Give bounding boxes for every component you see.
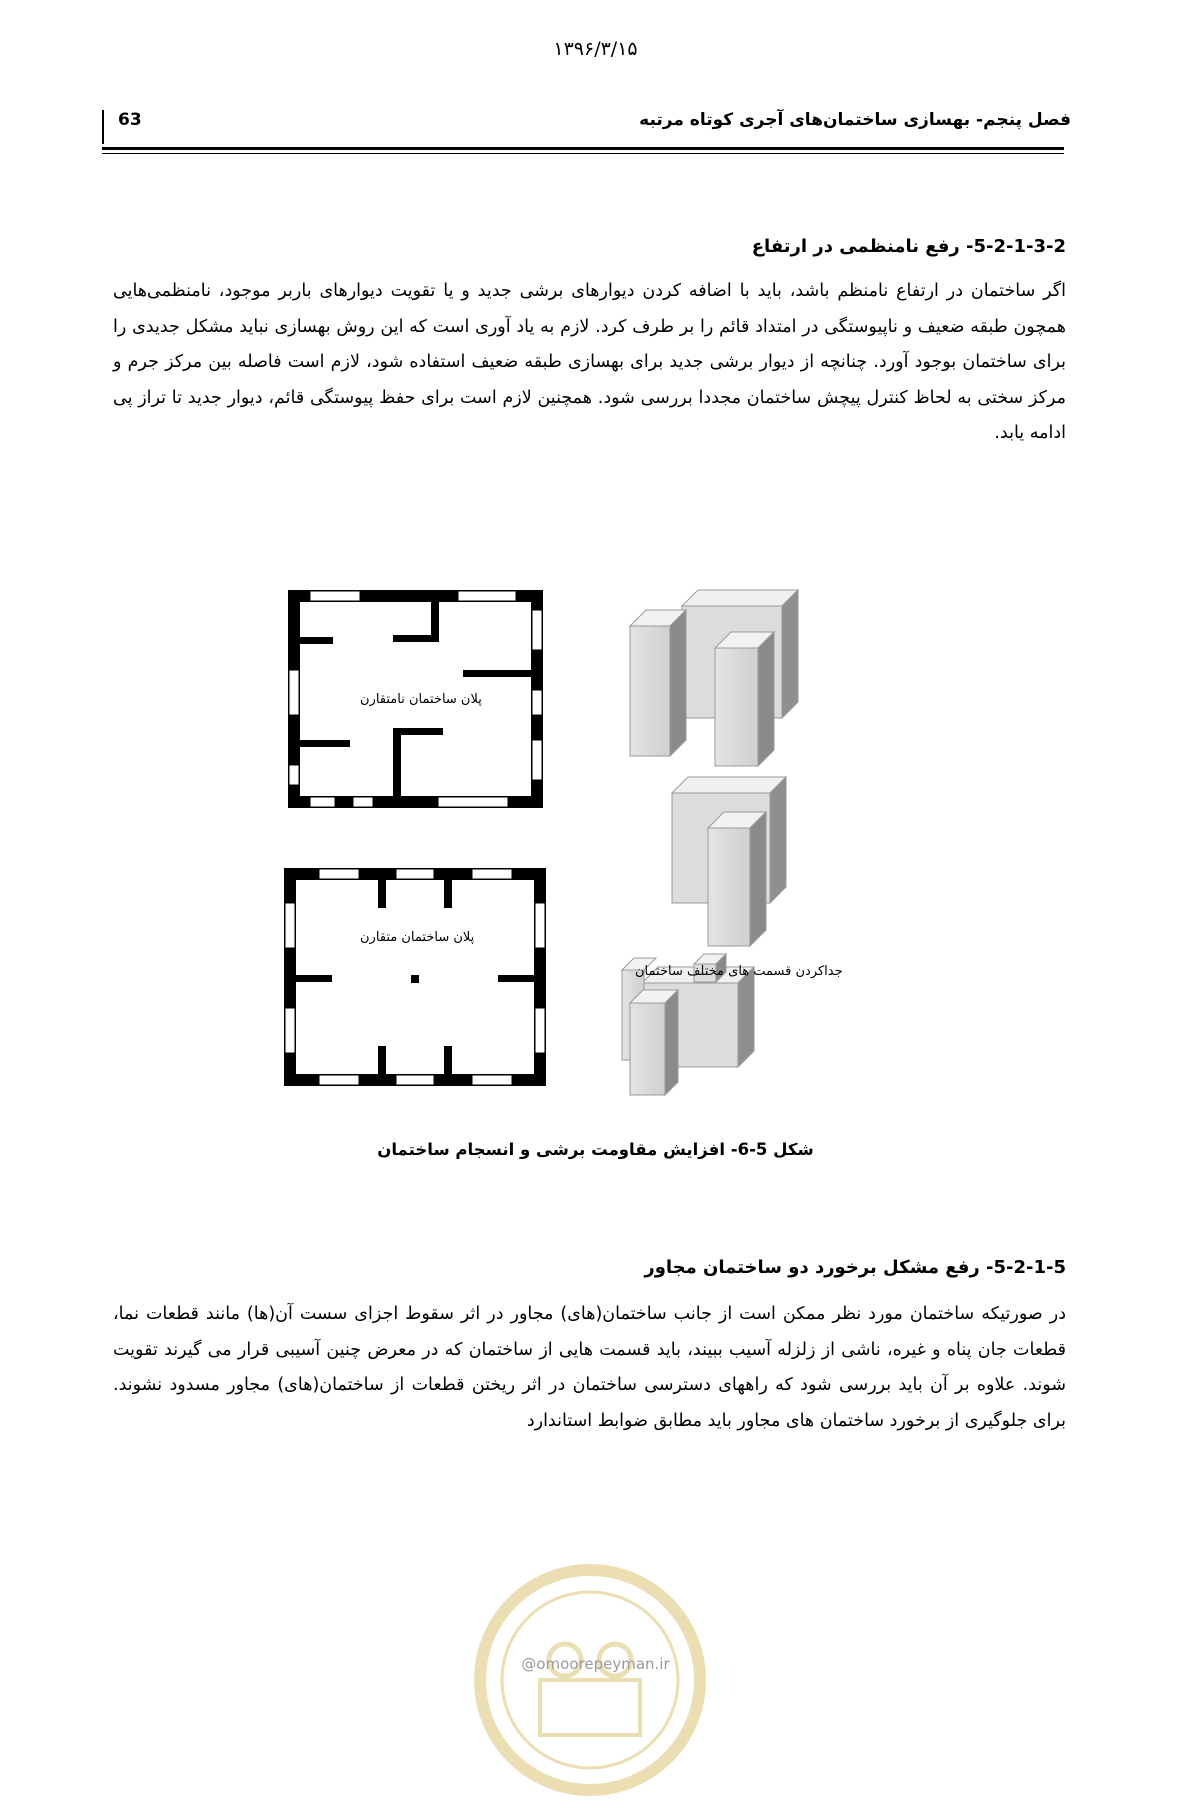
label-irregular-plan: پلان ساختمان نامتقارن [360, 692, 482, 707]
label-symmetric-plan: پلان ساختمان متقارن [360, 930, 475, 945]
chapter-title: فصل پنجم- بهسازی ساختمان‌های آجری کوتاه مرتبه [639, 110, 1071, 130]
building-blocks-illustration [620, 588, 820, 1098]
watermark-site: @omoorepeyman.ir [521, 1655, 670, 1673]
section-heading-adjacent-buildings: 5-2-1-5- رفع مشکل برخورد دو ساختمان مجاور [644, 1257, 1066, 1278]
section-body-vertical-irregularity [113, 274, 1066, 452]
label-separation: جداکردن قسمت های مختلف ساختمان [635, 964, 843, 979]
section-heading-vertical-irregularity: 5-2-1-3-2- رفع نامنظمی در ارتفاع [751, 236, 1066, 257]
paragraph: اگر ساختمان در ارتفاع نامنظم باشد، باید با اضافه کردن دیوارهای برشی جدید و یا تقویت دیوارهای باربر موجود، نامنظمی‌هایی همچون طبقه ضعیف و ناپیوستگی در امتداد قائم را بر طرف کرد. لازم به یاد آوری است که این روش بهسازی نباید مشکل جدیدی را برای ساختمان بوجود آورد. چنانچه از دیوار برشی جدید برای بهسازی طبقه ضعیف استفاده شود، لازم است فاصله بین مرکز جرم و مرکز سختی به لحاظ کنترل پیچش ساختمان مجددا بررسی شود. همچنین لازم است برای حفظ پیوستگی قائم، دیوار جدید تا تراز پی ادامه یابد. [113, 281, 1066, 443]
header-vertical-rule [102, 110, 104, 144]
page-number: 63 [118, 110, 142, 130]
figure-caption: شکل 5-6- افزایش مقاومت برشی و انسجام ساختمان [377, 1140, 814, 1159]
symmetric-plan-drawing [284, 868, 546, 1086]
header-rule-thin [102, 153, 1064, 154]
header-rule-thick [102, 147, 1064, 150]
page-date: ۱۳۹۶/۳/۱۵ [553, 38, 638, 60]
paragraph: در صورتیکه ساختمان مورد نظر ممکن است از جانب ساختمان(های) مجاور در اثر سقوط اجزای سست آن(ها) مانند قطعات نما، قطعات جان پناه و غیره، ناشی از زلزله آسیب ببیند، باید قسمت هایی از ساختمان که در معرض چنین آسیبی قرار می گیرند تقویت شوند. علاوه بر آن باید بررسی شود که راههای دسترسی ساختمان در اثر ریختن قطعات از ساختمان(های) مجاور مسدود نشوند. برای جلوگیری از برخورد ساختمان های مجاور باید مطابق ضوابط استاندارد [113, 1304, 1066, 1431]
section-body-adjacent-buildings [113, 1297, 1066, 1439]
watermark-seal-icon [470, 1560, 710, 1800]
